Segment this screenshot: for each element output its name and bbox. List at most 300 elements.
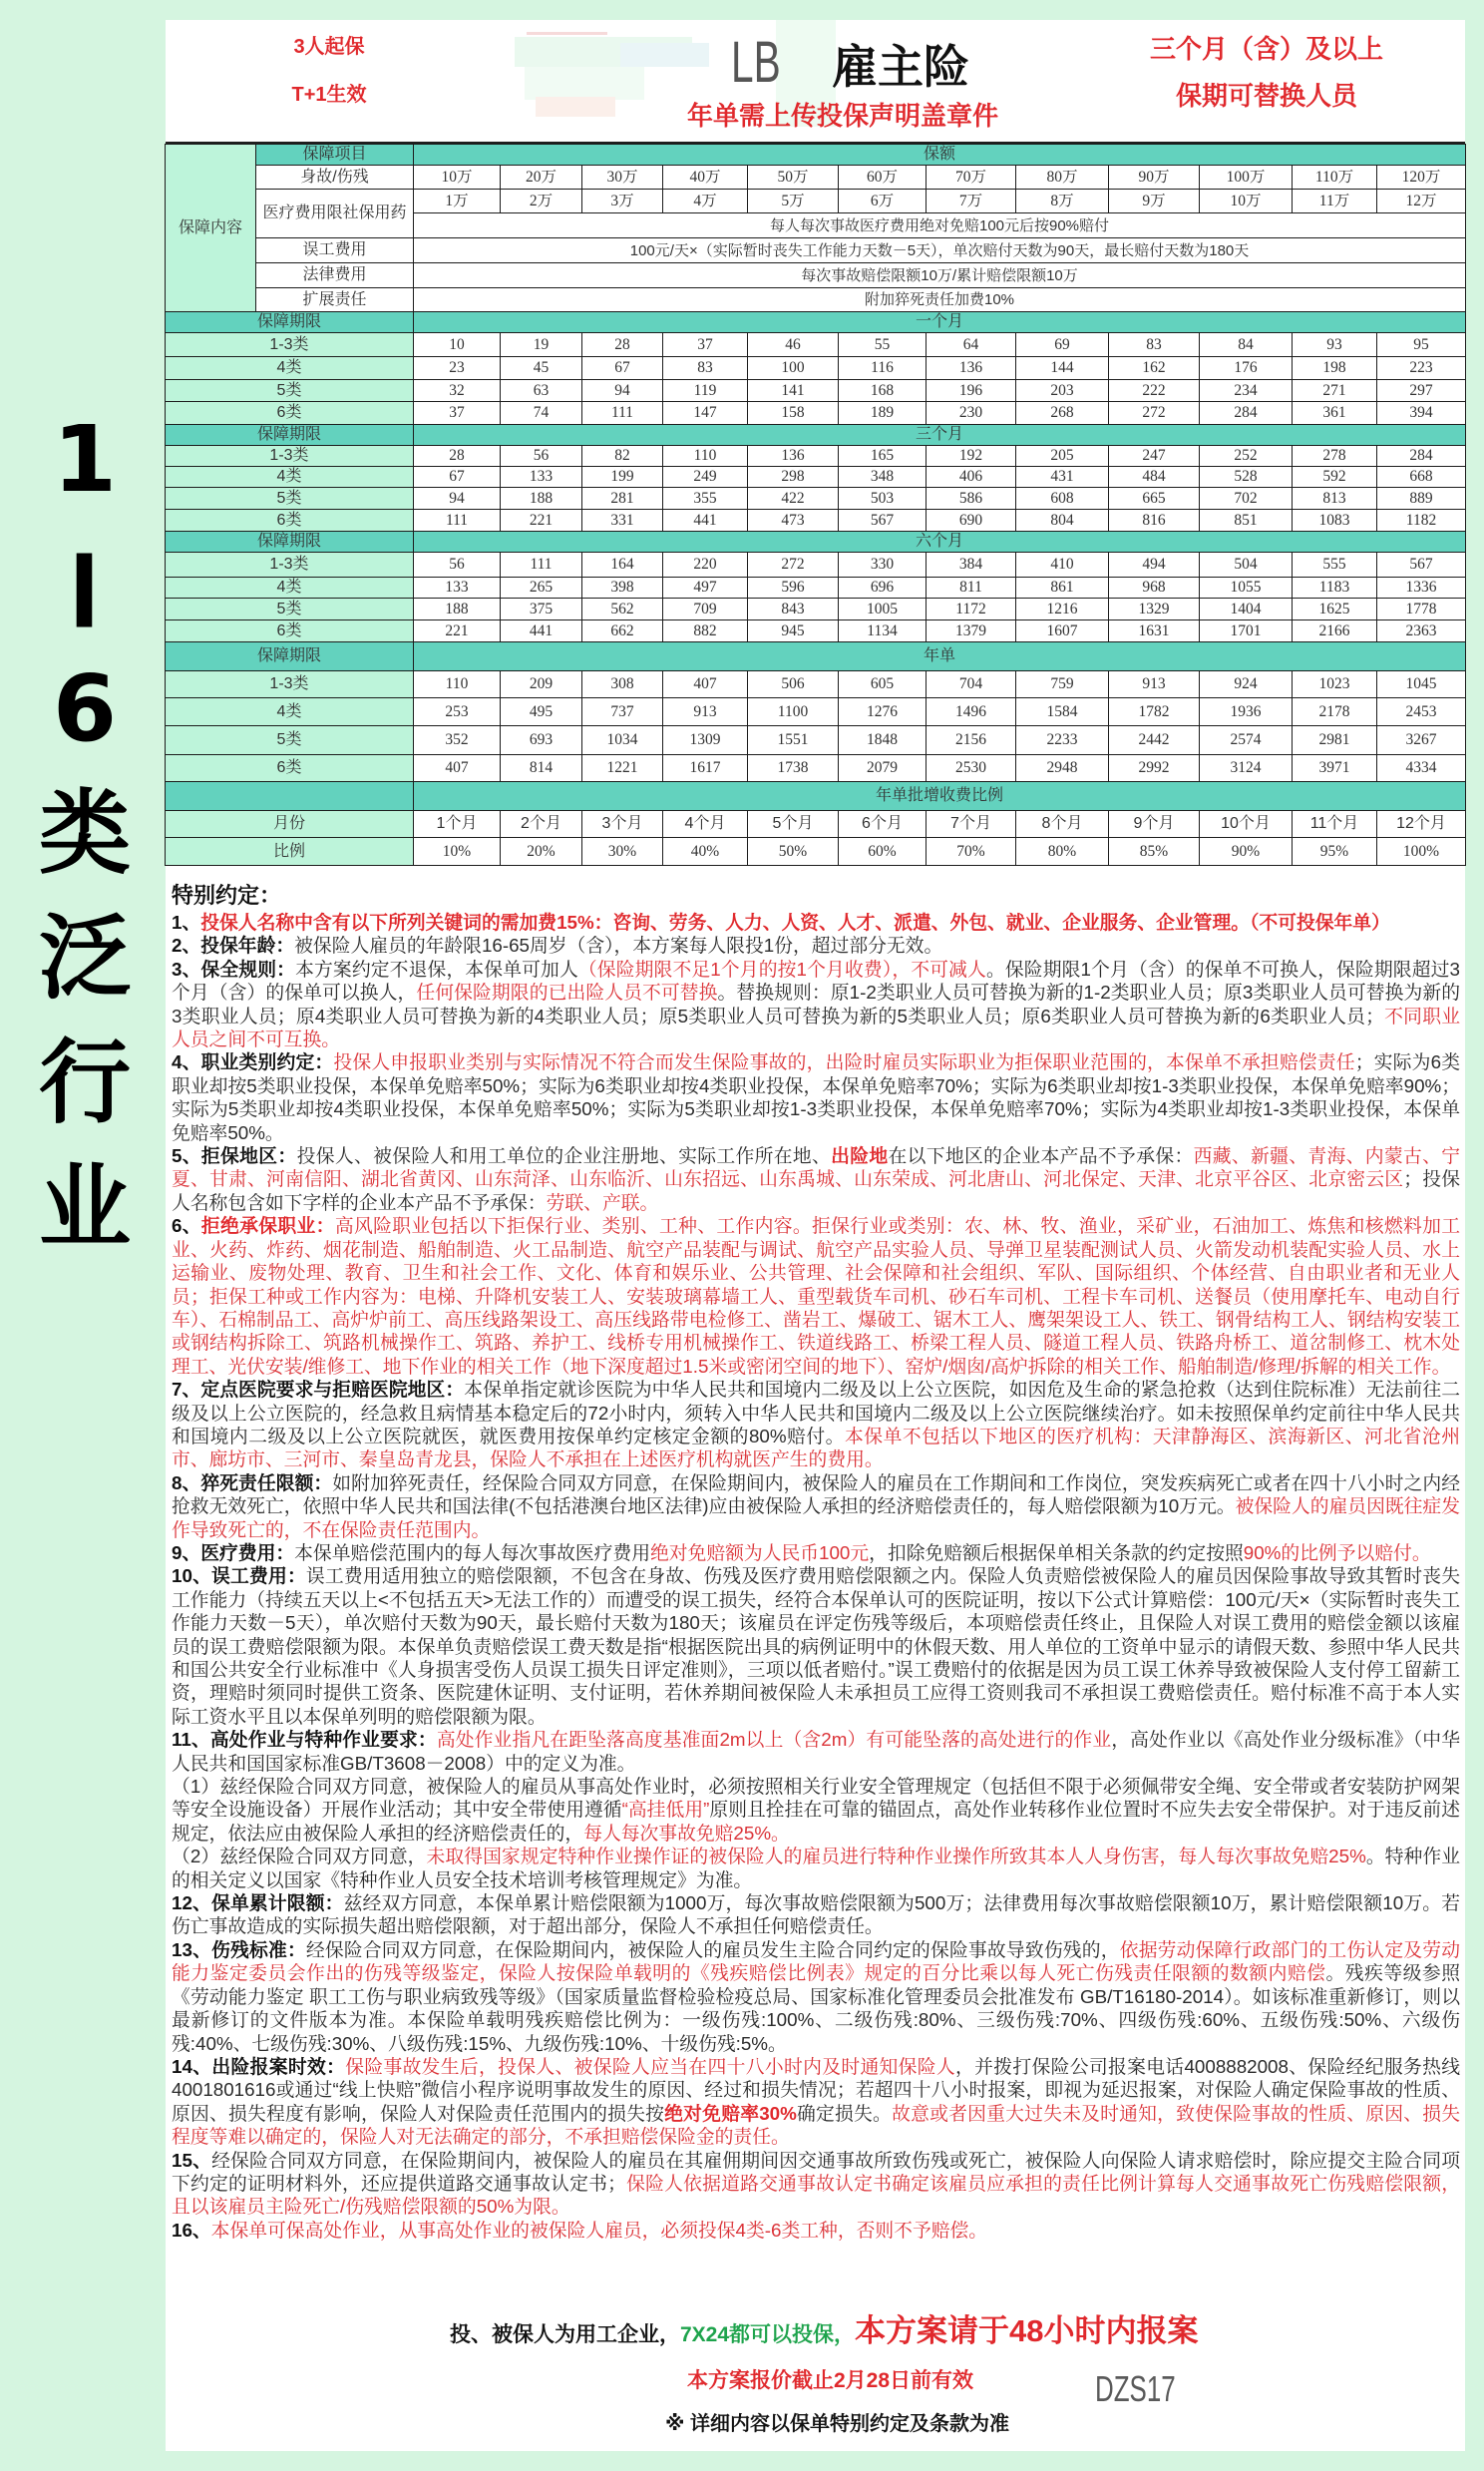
premium-cell: 348 [839,467,927,488]
premium-cell: 136 [748,446,839,467]
coverage-item-label: 法律费用 [256,263,414,288]
product-subtitle: 年单需上传投保声明盖章件 [687,101,999,131]
occupation-class-label: 5类 [166,488,414,510]
term-item [172,1938,1460,2055]
premium-cell: 494 [1109,553,1200,578]
premium-cell: 1083 [1293,510,1377,532]
premium-cell: 83 [663,357,748,380]
occupation-class-label: 4类 [166,578,414,599]
period-label-cell: 保障期限 [166,532,414,553]
product-title: 雇主险 [832,41,969,93]
premium-cell: 32 [414,380,501,402]
medical-amount: 2万 [501,190,582,213]
coverage-item-header: 保障项目 [256,145,414,166]
side-title-char: 业 [38,1153,131,1261]
occupation-class-label: 6类 [166,510,414,532]
term-sub-item [172,1775,1460,1845]
premium-cell: 1631 [1109,620,1200,642]
premium-cell: 1221 [582,755,663,782]
premium-cell: 82 [582,446,663,467]
term-text: 投保人、被保险人和用工单位的企业注册地、实际工作所在地、 [296,1145,832,1167]
logo-mask-icon [525,67,644,100]
premium-cell: 567 [1377,553,1466,578]
term-heading: 15、 [172,2149,212,2171]
premium-cell: 247 [1109,446,1200,467]
premium-cell: 422 [748,488,839,510]
premium-cell: 119 [663,380,748,402]
coverage-note: 每次事故赔偿限额10万/累计赔偿限额10万 [414,263,1466,288]
premium-cell: 64 [927,333,1016,357]
premium-cell: 10 [414,333,501,357]
premium-cell: 253 [414,698,501,726]
term-heading: 12、保单累计限额： [172,1892,344,1914]
premium-cell: 1182 [1377,510,1466,532]
term-text: 确定损失。 [796,2102,893,2124]
premium-cell: 281 [582,488,663,510]
period-title-cell: 一个月 [414,312,1466,333]
term-item [172,1144,1460,1214]
premium-cell: 924 [1200,671,1293,698]
death-disability-amount: 50万 [748,166,839,190]
death-disability-amount: 30万 [582,166,663,190]
premium-cell: 3971 [1293,755,1377,782]
term-highlight: 绝对免赔率30% [664,2102,797,2124]
premium-cell: 297 [1377,380,1466,402]
premium-cell: 2948 [1016,755,1109,782]
coverage-row [166,263,1466,288]
premium-cell: 221 [414,620,501,642]
death-disability-amount: 90万 [1109,166,1200,190]
term-highlight: 投保人申报职业类别与实际情况不符合而发生保险事故的，出险时雇员实际职业为拒保职业范围的，本保单不承担赔偿责任 [333,1051,1355,1073]
premium-row [166,380,1466,402]
premium-cell: 562 [582,599,663,620]
premium-cell: 1701 [1200,620,1293,642]
premium-cell: 94 [582,380,663,402]
premium-cell: 814 [501,755,582,782]
term-item [172,1378,1460,1471]
coverage-note: 附加猝死责任加费10% [414,288,1466,312]
premium-row [166,726,1466,755]
side-title-char: 行 [38,1029,131,1136]
side-vertical-title [0,397,170,1270]
premium-cell: 1404 [1200,599,1293,620]
premium-cell: 1496 [927,698,1016,726]
premium-row [166,671,1466,698]
premium-cell: 1100 [748,698,839,726]
ratio-cell: 95% [1293,838,1377,866]
term-heading: 8、猝死责任限额： [172,1471,333,1493]
premium-cell: 813 [1293,488,1377,510]
term-text: 经保险合同双方同意，在保险期间内，被保险人的雇员发生主险合同约定的保险事故导致伤残的， [305,1938,1120,1960]
special-terms-list [172,911,1460,2242]
premium-cell: 352 [414,726,501,755]
premium-cell: 1055 [1200,578,1293,599]
premium-cell: 1034 [582,726,663,755]
premium-cell: 111 [501,553,582,578]
premium-cell: 3124 [1200,755,1293,782]
premium-cell: 74 [501,402,582,425]
term-text: ，并拨打保险公司报案电话4008882008、保险经纪服务热线4001801616或通过“线上快赔”微信小程序说明事故发生的原因、经过和损失情况；若超四十八小时报案，即视为延迟报案，对保险人确定保险事故的性质、原因、损失程度有影响，保险人对保险责任范围内的损失按 [172,2055,1461,2124]
premium-cell: 1379 [927,620,1016,642]
period-label-cell: 保障期限 [166,312,414,333]
side-title-char: 泛 [38,904,131,1012]
term-text: （2）兹经保险合同双方同意， [172,1846,427,1867]
premium-cell: 431 [1016,467,1109,488]
term-highlight: 出险地 [831,1145,889,1167]
occupation-class-label: 4类 [166,467,414,488]
occupation-class-label: 1-3类 [166,553,414,578]
premium-cell: 3267 [1377,726,1466,755]
month-cell: 11个月 [1293,811,1377,838]
footer-policyholder-text: 投、被保人为用工企业， [450,2323,680,2346]
premium-cell: 2981 [1293,726,1377,755]
term-highlight: 故意或者因重大过失未及时通知，致使保险事故的性质、原因、损失程度等难以确定的，保险人对无法确定的部分，不承担赔偿保险金的责任。 [172,2102,1461,2148]
premium-cell: 1848 [839,726,927,755]
ratio-cell: 20% [501,838,582,866]
premium-cell: 168 [839,380,927,402]
premium-cell: 1936 [1200,698,1293,726]
premium-cell: 1023 [1293,671,1377,698]
ratio-label-cell: 比例 [166,838,414,866]
premium-cell: 410 [1016,553,1109,578]
premium-cell: 662 [582,620,663,642]
premium-cell: 1183 [1293,578,1377,599]
occupation-class-label: 5类 [166,726,414,755]
premium-cell: 586 [927,488,1016,510]
premium-cell: 2156 [927,726,1016,755]
term-heading: 2、投保年龄： [172,935,295,957]
premium-cell: 759 [1016,671,1109,698]
term-text: ，高处作业以《高处作业分级标准》（中华人民共和国国家标准GB/T3608－2008）中的定义为准。 [172,1729,1460,1774]
premium-cell: 1216 [1016,599,1109,620]
medical-amount: 11万 [1293,190,1377,213]
premium-cell: 605 [839,671,927,698]
occupation-class-label: 5类 [166,380,414,402]
coverage-header-row [166,145,1466,166]
premium-cell: 147 [663,402,748,425]
premium-cell: 441 [501,620,582,642]
premium-row [166,402,1466,425]
coverage-note: 每人每次事故医疗费用绝对免赔100元后按90%赔付 [414,213,1466,238]
premium-cell: 272 [748,553,839,578]
month-cell: 10个月 [1200,811,1293,838]
term-highlight: 保险事故发生后，投保人、被保险人应当在四十八小时内及时通知保险人 [345,2055,956,2077]
premium-cell: 2233 [1016,726,1109,755]
term-highlight: 任何保险期限的已出险人员不可替换 [416,982,718,1004]
term-text: 在以下地区的企业本产品不予承保： [888,1145,1194,1167]
period-title-cell: 三个月 [414,425,1466,446]
term-text: 。替换规则：原1-2类职业人员可替换为新的1-2类职业人员；原3类职业人员可替换为新的3类职业人员；原4类职业人员可替换为新的4类职业人员；原5类职业人员可替换为新的5类职业人员；原6类职业人员可替换为新的6类职业人员； [172,982,1461,1027]
term-text: 本保单指定就诊医院为中华人民共和国境内二级及以上公立医院，如因危及生命的紧急抢救（达到住院标准）无法前往二级及以上公立医院的，经急救且病情基本稳定后的72小时内，须转入中华人民共和国境内二级及以上公立医院继续治疗。如未按照保单约定前往中华人民共和国境内二级及以上公立医院就医，就医费用按保单约定核定金额的80%赔付。 [172,1379,1461,1446]
coverage-row [166,288,1466,312]
premium-cell: 668 [1377,467,1466,488]
term-text: 如附加猝死责任，经保险合同双方同意，在保险期间内，被保险人的雇员在工作期间和工作岗位，突发疾病死亡或者在四十八小时之内经抢救无效死亡，依照中华人民共和国法律(不包括港澳台地区法律)应由被保险人承担的经济赔偿责任的，每人赔偿限额为10万元。 [172,1471,1460,1517]
premium-cell: 271 [1293,380,1377,402]
premium-cell: 165 [839,446,927,467]
term-heading: 11、高处作业与特种作业要求： [172,1729,437,1751]
term-highlight: 不同职业人员之间不可互换。 [172,1005,1460,1050]
ratio-cell: 60% [839,838,927,866]
premium-cell: 355 [663,488,748,510]
period-label-cell: 保障期限 [166,642,414,671]
death-disability-amount: 40万 [663,166,748,190]
death-disability-amount: 70万 [927,166,1016,190]
term-heading: 13、伤残标准： [172,1938,306,1960]
term-item [172,911,1460,934]
header-banner [166,20,1465,144]
term-condition-note: 三个月（含）及以上 [1149,34,1383,64]
death-disability-amount: 20万 [501,166,582,190]
death-disability-amount: 100万 [1200,166,1293,190]
premium-cell: 693 [501,726,582,755]
premium-cell: 95 [1377,333,1466,357]
term-highlight: 高风险职业包括以下拒保行业、类别、工种、工作内容。拒保行业或类别：农、林、牧、渔业，采矿业，石油加工、炼焦和核燃料加工业、火药、炸药、烟花制造、船舶制造、火工品制造、航空产品装配与调试、航空产品实验人员、导弹卫星装配测试人员、火箭发动机装配实验人员、水上运输业、废物处理、教育、卫生和社会工作、文化、体育和娱乐业、公共管理、社会保障和社会组织、军队、国际组织、个体经营、自由职业者和无业人员；拒保工种或工作内容为：电梯、升降机安装工人、安装玻璃幕墙工人、重型载货车司机、砂石车司机、工程卡车司机、送餐员（使用摩托车、电动自行车）、石棉制品工、高炉炉前工、高压线路架设工、高压线路带电检修工、凿岩工、爆破工、锯木工人、鹰架架设工人、铁工、钢骨结构工人、钢结构安装工或钢结构拆除工、筑路机械操作工、筑路、养护工、线桥专用机械操作工、铁道线路工、桥梁工程人员、隧道工程人员、铁路舟桥工、道岔制修工、枕木处理工、光伏安装/维修工、地下作业的相关工作（地下深度超过1.5米或密闭空间的地下）、窑炉/烟囱/高炉拆除的相关工作、船舶制造/修理/拆解的相关工作。 [172,1215,1461,1377]
ratio-cell: 80% [1016,838,1109,866]
premium-cell: 209 [501,671,582,698]
premium-cell: 504 [1200,553,1293,578]
term-highlight: 90%的比例予以赔付。 [1243,1541,1431,1563]
premium-cell: 28 [414,446,501,467]
coverage-note: 100元/天×（实际暂时丧失工作能力天数－5天），单次赔付天数为90天，最长赔付天数为180天 [414,238,1466,263]
premium-cell: 188 [414,599,501,620]
coverage-item-label: 医疗费用限社保用药 [256,190,414,238]
term-highlight: 本保单可保高处作业，从事高处作业的被保险人雇员，必须投保4类-6类工种，否则不予赔偿。 [210,2219,988,2241]
term-heading: 1、 [172,912,201,933]
ratio-cell: 100% [1377,838,1466,866]
medical-amount: 5万 [748,190,839,213]
premium-cell: 93 [1293,333,1377,357]
occupation-class-label: 6类 [166,402,414,425]
premium-cell: 861 [1016,578,1109,599]
premium-cell: 67 [414,467,501,488]
premium-cell: 2992 [1109,755,1200,782]
premium-cell: 2442 [1109,726,1200,755]
premium-cell: 220 [663,553,748,578]
occupation-class-label: 6类 [166,620,414,642]
surcharge-blank-cell [166,782,414,811]
coverage-row [166,238,1466,263]
premium-cell: 249 [663,467,748,488]
effective-date-badge: T+1生效 [291,84,367,106]
premium-cell: 696 [839,578,927,599]
premium-cell: 111 [414,510,501,532]
premium-cell: 913 [663,698,748,726]
premium-cell: 83 [1109,333,1200,357]
side-title-char: 6 [52,654,117,762]
coverage-row [166,190,1466,213]
premium-cell: 196 [927,380,1016,402]
term-item [172,1728,1460,1775]
term-text: 。保险期限1个月（含）的保单不可换人，保险期限超过3个月（含）的保单可以换人， [172,958,1461,1004]
premium-cell: 843 [748,599,839,620]
premium-cell: 384 [927,553,1016,578]
premium-cell: 704 [927,671,1016,698]
premium-cell: 1617 [663,755,748,782]
premium-header-row [166,425,1466,446]
premium-cell: 1584 [1016,698,1109,726]
premium-cell: 1738 [748,755,839,782]
premium-cell: 2530 [927,755,1016,782]
premium-cell: 406 [927,467,1016,488]
brand-logo-text: LB [731,30,781,95]
month-cell: 9个月 [1109,811,1200,838]
premium-cell: 110 [414,671,501,698]
term-text: 。残疾等级参照《劳动能力鉴定 职工工伤与职业病致残等级》（国家质量监督检验检疫总局、国家标准化管理委员会批准发布 GB/T16180-2014）。如该标准重新修订，则以最新修订的文件版本为准。本保险单载明残疾赔偿比例为：一级伤残:100%、二级伤残:80%、三级伤残:70%、四级伤残:60%、五级伤残:50%、六级伤残:40%、七级伤残:30%、八级伤残:15%、九级伤残:10%、十级伤残:5%。 [172,1962,1460,2054]
term-highlight: 每人每次事故免赔25%。 [583,1822,790,1844]
premium-cell: 2079 [839,755,927,782]
logo-mask-icon [536,97,615,117]
term-highlight: （保险期限不足1个月的按1个月收费），不可减人 [577,958,986,980]
premium-cell: 268 [1016,402,1109,425]
premium-cell: 1045 [1377,671,1466,698]
premium-cell: 473 [748,510,839,532]
premium-cell: 407 [414,755,501,782]
premium-cell: 528 [1200,467,1293,488]
occupation-class-label: 5类 [166,599,414,620]
premium-cell: 141 [748,380,839,402]
premium-row [166,578,1466,599]
term-text: ，扣除免赔额后根据保单相关条款的约定按照 [869,1541,1244,1563]
premium-cell: 2178 [1293,698,1377,726]
premium-cell: 441 [663,510,748,532]
term-highlight: “高挂低用” [621,1799,710,1821]
premium-cell: 361 [1293,402,1377,425]
premium-cell: 811 [927,578,1016,599]
month-cell: 4个月 [663,811,748,838]
premium-header-row [166,642,1466,671]
premium-cell: 162 [1109,357,1200,380]
premium-cell: 1276 [839,698,927,726]
premium-cell: 110 [663,446,748,467]
premium-header-row [166,532,1466,553]
premium-cell: 164 [582,553,663,578]
premium-cell: 133 [414,578,501,599]
premium-cell: 298 [748,467,839,488]
premium-row [166,446,1466,467]
premium-cell: 221 [501,510,582,532]
coverage-amount-header: 保额 [414,145,1466,166]
term-highlight: 拒绝承保职业： [200,1215,335,1237]
occupation-class-label: 4类 [166,357,414,380]
premium-cell: 1336 [1377,578,1466,599]
coverage-item-label: 身故/伤残 [256,166,414,190]
surcharge-title-cell: 年单批增收费比例 [414,782,1466,811]
premium-cell: 28 [582,333,663,357]
term-text: 本方案约定不退保，本保单可加人 [295,958,578,980]
side-title-char: 1 [52,405,117,513]
term-item [172,1541,1460,1564]
premium-cell: 199 [582,467,663,488]
premium-cell: 67 [582,357,663,380]
premium-cell: 94 [414,488,501,510]
premium-cell: 567 [839,510,927,532]
min-insured-badge: 3人起保 [293,36,365,58]
term-text: （1）兹经保险合同双方同意，被保险人的雇员从事高处作业时，必须按照相关行业安全管理规定（包括但不限于必须佩带安全绳、安全带或者安装防护网架等安全设施设备）开展作业活动；其中安全带使用遵循 [172,1776,1460,1821]
premium-row [166,488,1466,510]
ratio-cell: 90% [1200,838,1293,866]
ratio-cell: 10% [414,838,501,866]
footer-highlight-line [450,2312,1199,2356]
premium-cell: 100 [748,357,839,380]
term-highlight: 西藏、新疆、青海、内蒙古、宁夏、甘肃、河南信阳、湖北省黄冈、山东菏泽、山东临沂、山东招远、山东禹城、山东荣成、河北唐山、河北保定、天津、北京平谷区、北京密云区 [172,1145,1461,1190]
premium-cell: 284 [1377,446,1466,467]
premium-cell: 394 [1377,402,1466,425]
ratio-cell: 30% [582,838,663,866]
premium-cell: 709 [663,599,748,620]
term-heading: 3、保全规则： [172,958,296,980]
premium-cell: 506 [748,671,839,698]
premium-cell: 375 [501,599,582,620]
term-text: ；投保人名称包含如下字样的企业本产品不予承保： [172,1168,1461,1213]
month-cell: 1个月 [414,811,501,838]
premium-cell: 189 [839,402,927,425]
term-heading: 14、出险报案时效： [172,2055,346,2077]
premium-cell: 1607 [1016,620,1109,642]
premium-cell: 407 [663,671,748,698]
premium-cell: 37 [663,333,748,357]
premium-cell: 2574 [1200,726,1293,755]
medical-amount: 7万 [927,190,1016,213]
premium-cell: 1778 [1377,599,1466,620]
term-heading: 6、 [172,1215,201,1237]
premium-row [166,510,1466,532]
premium-cell: 136 [927,357,1016,380]
premium-cell: 176 [1200,357,1293,380]
premium-cell: 55 [839,333,927,357]
surcharge-row [166,838,1466,866]
side-title-char: 类 [38,779,131,887]
occupation-class-label: 1-3类 [166,333,414,357]
premium-cell: 111 [582,402,663,425]
premium-cell: 2453 [1377,698,1466,726]
term-text: 被保险人雇员的年龄限16-65周岁（含），本方案每人限投1份，超过部分无效。 [294,935,943,957]
term-heading: 5、拒保地区： [172,1145,297,1167]
month-cell: 5个月 [748,811,839,838]
term-item [172,1214,1460,1378]
premium-cell: 205 [1016,446,1109,467]
coverage-row [166,166,1466,190]
month-cell: 6个月 [839,811,927,838]
term-heading: 10、误工费用： [172,1565,306,1587]
premium-row [166,333,1466,357]
term-highlight: 本保单不包括以下地区的医疗机构：天津静海区、滨海新区、河北省沧州市、廊坊市、三河市、秦皇岛青龙县，保险人不承担在上述医疗机构就医产生的费用。 [172,1425,1461,1470]
premium-cell: 230 [927,402,1016,425]
premium-cell: 284 [1200,402,1293,425]
logo-mask-icon [620,43,709,67]
term-heading: 9、医疗费用： [172,1541,295,1563]
premium-cell: 737 [582,698,663,726]
premium-rate-table [165,144,1466,866]
coverage-item-label: 误工费用 [256,238,414,263]
month-cell: 2个月 [501,811,582,838]
premium-cell: 690 [927,510,1016,532]
coverage-item-label: 扩展责任 [256,288,414,312]
premium-cell: 1625 [1293,599,1377,620]
premium-cell: 203 [1016,380,1109,402]
medical-amount: 9万 [1109,190,1200,213]
term-item [172,2055,1460,2149]
surcharge-row [166,811,1466,838]
premium-cell: 308 [582,671,663,698]
premium-cell: 116 [839,357,927,380]
premium-cell: 968 [1109,578,1200,599]
term-highlight: 劳联、产联。 [546,1191,659,1213]
premium-cell: 1309 [663,726,748,755]
term-highlight: 绝对免赔额为人民币100元 [649,1541,870,1563]
premium-cell: 272 [1109,402,1200,425]
term-item [172,1891,1460,1938]
premium-cell: 198 [1293,357,1377,380]
